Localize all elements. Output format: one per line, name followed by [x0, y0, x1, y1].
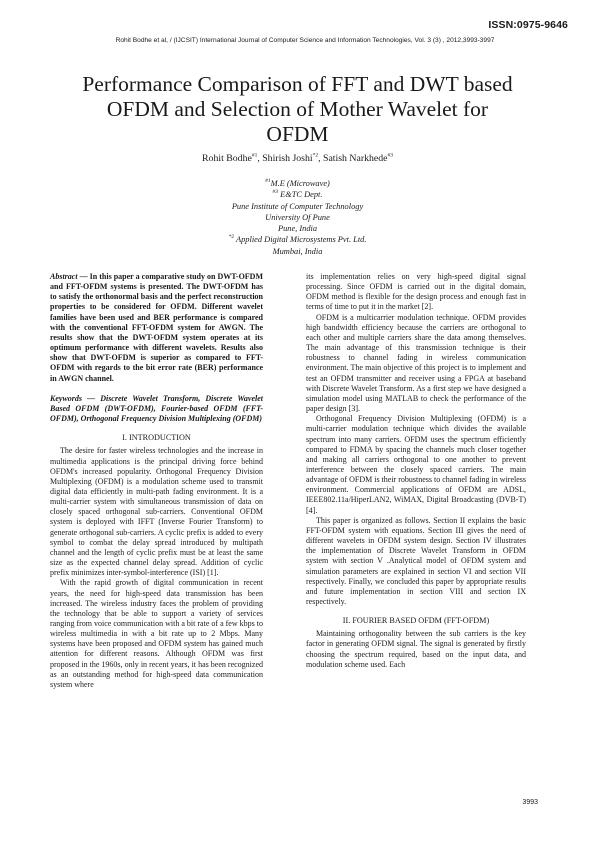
author-list: Rohit Bodhe$^{\#1}$, Shirish Joshi$^{*2}$, Satish Narkhede$^{\#3}$: [202, 152, 393, 164]
affiliation-mark: #1: [265, 178, 271, 185]
paragraph: This paper is organized as follows. Section II explains the basic FFT-OFDM system with equations. Section III gives the need of different wavelets in OFDM system design. Section IV illustrates the implementation of Discrete Wavelet Transform in OFDM system with section V .Analytical model of OFDM system and simulation parameters are explained in section VI and section VII respectively. Finally, we concluded this paper by appropriate results and future implementation in section VIII and section IX respectively.: [306, 515, 526, 606]
paragraph: OFDM is a multicarrier modulation technique. OFDM provides high bandwidth efficiency because the carriers are orthogonal to each other and multiple carriers share the data among themselves. The main advantage of this transmission technique is their robustness to channel fading in wireless communication environment. The main objective of this project is to implement and test an OFDM transmitter and receiver using a FPGA at baseband with Discrete Wavelet Transform. As a first step we have designed a simulation model using MATLAB to check the performance of the paper design [3].: [306, 312, 526, 414]
author-mark: *2: [312, 152, 319, 159]
author-name: Satish Narkhede: [323, 153, 388, 164]
affiliation-line: Mumbai, India: [272, 246, 323, 256]
title-line: OFDM: [266, 122, 329, 146]
title-line: Performance Comparison of FFT and DWT based: [82, 72, 513, 96]
affiliation-text: E&TC Dept.: [278, 190, 323, 200]
affiliation-line: University Of Pune: [265, 212, 330, 222]
keywords: [50, 394, 263, 424]
section-heading: I. INTRODUCTION: [122, 433, 191, 443]
paragraph: its implementation relies on very high-speed digital signal processing. Since OFDM is carried out in the digital domain, OFDM method is flexible for the design process and enough fast in terms of time to put it in the market [2].: [306, 272, 526, 312]
abstract: [50, 272, 263, 384]
affiliation-line: [120, 189, 475, 200]
keywords-text: — Discrete Wavelet Transform, Discrete Wavelet Based OFDM (DWT-OFDM), Fourier-based OFDM (FFT-OFDM), Orthogonal Frequency Division Multiplexing (OFDM): [50, 393, 263, 424]
abstract-text: — In this paper a comparative study on DWT-OFDM and FFT-OFDM systems is presented. The DWT-OFDM has to satisfy the orthonormal basis and the perfect reconstruction properties to be considered for OFDM. Different wavelet families have been used and BER performance is compared with the conventional FFT-OFDM system for AWGN. The results show that the DWT-OFDM system operates at its optimum performance with different wavelets. Results also show that DWT-OFDM is superior as compared to FFT-OFDM with regards to the bit error rate (BER) performance in AWGN channel.: [50, 272, 263, 383]
section-heading: II. FOURIER BASED OFDM (FFT-OFDM): [342, 616, 490, 626]
affiliation-line: [120, 234, 475, 245]
affiliations: [120, 178, 475, 257]
affiliation-text: M.E (Microwave): [270, 179, 330, 188]
author-name: Rohit Bodhe: [202, 153, 252, 164]
issn-label: ISSN:0975-9646: [488, 19, 568, 31]
paper-title: [40, 72, 555, 147]
paragraph: Orthogonal Frequency Division Multiplexing (OFDM) is a multi-carrier modulation technique which divides the available spectrum into many carriers. OFDM uses the spectrum efficiently compared to FDMA by spacing the channels much closer together and making all carriers orthogonal to one another to prevent interference between the closely spaced carriers. The main advantage of OFDM is their robustness to channel fading in wireless environment. Commercial applications of OFDM are ADSL, IEEE802.11a/HiperLAN2, WiMAX, Digital Broadcasting (DVB-T) [4].: [306, 414, 526, 515]
affiliation-line: [120, 178, 475, 189]
paragraph: The desire for faster wireless technologies and the increase in multimedia applications is the principal driving force behind OFDM's increased popularity. Orthogonal Frequency Division Multiplexing (OFDM) is a modulation scheme used to transmit digital data efficiently in multi-path fading environment. It is a multi-carrier system with simultaneous transmission of data on closely spaced orthogonal sub-carriers. Conventional OFDM system is deployed with IFFT (Inverse Fourier Transform) to generate orthogonal sub-carriers. A cyclic prefix is added to every symbol to combat the delay spread introduced by multipath channel and the length of cyclic prefix must be at least the same size as the expected channel delay spread. Addition of cyclic prefix minimizes inter-symbol-interference (ISI) [1].: [50, 446, 263, 578]
author-name: Shirish Joshi: [262, 153, 313, 164]
affiliation-mark: *2: [228, 234, 235, 241]
left-column: [50, 272, 263, 690]
affiliation-line: Pune, India: [277, 224, 318, 234]
right-column: [306, 272, 526, 670]
keywords-label: Keywords: [50, 393, 82, 403]
paragraph: Maintaining orthogonality between the sub carriers is the key factor in generating OFDM signal. The signal is generated by firstly choosing the spectrum required, based on the input data, and modulation scheme used. Each: [306, 629, 526, 669]
running-head: Rohit Bodhe et al, / (IJCSIT) International Journal of Computer Science and Information Technologies, Vol. 3 (3) , 2012,3993-3997: [115, 37, 495, 44]
paragraph: With the rapid growth of digital communication in recent years, the need for high-speed data transmission has been increased. The wireless industry faces the problem of providing the technology that be able to support a variety of services ranging from voice communication with a bit rate of a few kbps to wireless multimedia in with a bit rate up to 2 Mbps. Many systems have been proposed and OFDM system has gained much attention for different reasons. Although OFDM was first proposed in the 1960s, only in recent years, it has been recognized as an outstanding method for high-speed data communication system where: [50, 578, 263, 689]
title-line: OFDM and Selection of Mother Wavelet for: [106, 97, 489, 121]
page-number: 3993: [522, 799, 538, 806]
affiliation-text: Applied Digital Microsystems Pvt. Ltd.: [234, 235, 367, 245]
author-mark: #1: [251, 152, 258, 159]
abstract-label: Abstract: [50, 272, 78, 281]
author-mark: #3: [387, 152, 393, 159]
affiliation-mark: #3: [272, 189, 279, 196]
affiliation-line: Pune Institute of Computer Technology: [231, 201, 364, 211]
